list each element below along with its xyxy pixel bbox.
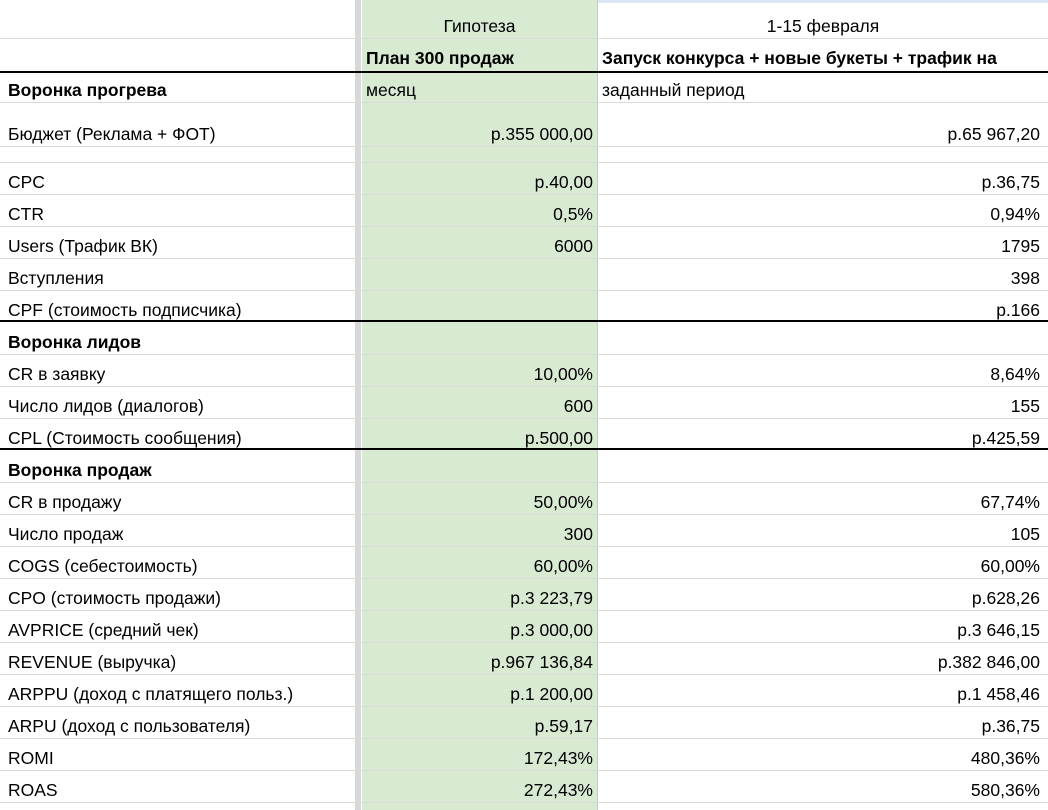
row-label-cell[interactable]: COGS (себестоимость) xyxy=(8,556,198,576)
period-value-cell[interactable]: р.628,26 xyxy=(971,588,1040,608)
row-divider xyxy=(0,642,1048,643)
row-divider xyxy=(0,448,1048,450)
period-value-cell[interactable]: 60,00% xyxy=(980,556,1040,576)
row-label-cell[interactable]: Число лидов (диалогов) xyxy=(8,396,204,416)
period-value-cell[interactable]: р.425,59 xyxy=(971,428,1040,448)
section-header-cell[interactable]: Воронка продаж xyxy=(8,460,152,480)
row-divider xyxy=(0,674,1048,675)
row-label-cell[interactable]: CTR xyxy=(8,204,44,224)
hypothesis-value-cell[interactable]: р.3 223,79 xyxy=(510,588,593,608)
row-divider xyxy=(0,482,1048,483)
section-header-cell[interactable]: Воронка прогрева xyxy=(8,80,167,100)
row-divider xyxy=(0,102,1048,103)
period-value-cell[interactable]: 480,36% xyxy=(970,748,1040,768)
row-divider xyxy=(0,320,1048,322)
row-divider xyxy=(0,610,1048,611)
hypothesis-value-cell[interactable]: р.967 136,84 xyxy=(490,652,593,672)
hypothesis-value-cell[interactable]: 50,00% xyxy=(533,492,593,512)
hypothesis-value-cell[interactable]: р.1 200,00 xyxy=(510,684,593,704)
row-label-cell[interactable]: Число продаж xyxy=(8,524,124,544)
row-label-cell[interactable]: ROMI xyxy=(8,748,54,768)
row-label-cell[interactable]: CPL (Стоимость сообщения) xyxy=(8,428,242,448)
period-value-cell[interactable]: 105 xyxy=(1010,524,1040,544)
period-value-cell[interactable]: р.1 458,46 xyxy=(957,684,1040,704)
row-divider xyxy=(0,226,1048,227)
row-divider xyxy=(0,578,1048,579)
row-divider xyxy=(0,770,1048,771)
hypothesis-value-cell[interactable]: 272,43% xyxy=(523,780,593,800)
row-label-cell[interactable]: CPC xyxy=(8,172,45,192)
period-value-cell[interactable]: р.166 xyxy=(996,300,1040,320)
row-label-cell[interactable]: CR в заявку xyxy=(8,364,106,384)
row-divider xyxy=(0,802,1048,803)
hypothesis-value-cell[interactable]: 600 xyxy=(563,396,593,416)
col-c-title[interactable]: 1-15 февраля xyxy=(766,16,880,36)
col-b-subtitle2[interactable]: месяц xyxy=(366,80,417,100)
selection-indicator xyxy=(598,0,1048,3)
hypothesis-value-cell[interactable]: р.59,17 xyxy=(534,716,593,736)
row-label-cell[interactable]: ROAS xyxy=(8,780,58,800)
row-divider xyxy=(0,290,1048,291)
section-divider xyxy=(0,71,1048,73)
hypothesis-value-cell[interactable]: 10,00% xyxy=(533,364,593,384)
row-label-cell[interactable]: REVENUE (выручка) xyxy=(8,652,177,672)
hypothesis-value-cell[interactable]: р.355 000,00 xyxy=(490,124,593,144)
row-divider xyxy=(0,706,1048,707)
row-label-cell[interactable]: Бюджет (Реклама + ФОТ) xyxy=(8,124,216,144)
hypothesis-value-cell[interactable]: 300 xyxy=(563,524,593,544)
row-label-cell[interactable]: CPF (стоимость подписчика) xyxy=(8,300,242,320)
hypothesis-value-cell[interactable]: 0,5% xyxy=(553,204,593,224)
col-c-subtitle2[interactable]: заданный период xyxy=(602,80,745,100)
frozen-column-divider[interactable] xyxy=(355,0,361,810)
period-value-cell[interactable]: 398 xyxy=(1010,268,1040,288)
row-label-cell[interactable]: ARPPU (доход с платящего польз.) xyxy=(8,684,294,704)
period-value-cell[interactable]: 0,94% xyxy=(990,204,1040,224)
row-divider xyxy=(0,146,1048,147)
hypothesis-value-cell[interactable]: р.500,00 xyxy=(524,428,593,448)
hypothesis-value-cell[interactable]: 60,00% xyxy=(533,556,593,576)
row-divider xyxy=(0,194,1048,195)
row-label-cell[interactable]: CR в продажу xyxy=(8,492,122,512)
period-value-cell[interactable]: 8,64% xyxy=(990,364,1040,384)
hypothesis-value-cell[interactable]: р.3 000,00 xyxy=(510,620,593,640)
row-label-cell[interactable]: Users (Трафик ВК) xyxy=(8,236,158,256)
row-label-cell[interactable]: Вступления xyxy=(8,268,104,288)
row-divider xyxy=(0,738,1048,739)
period-value-cell[interactable]: 1795 xyxy=(1001,236,1040,256)
period-value-cell[interactable]: 580,36% xyxy=(970,780,1040,800)
period-value-cell[interactable]: р.65 967,20 xyxy=(947,124,1040,144)
hypothesis-value-cell[interactable]: 172,43% xyxy=(523,748,593,768)
row-divider xyxy=(0,546,1048,547)
hypothesis-value-cell[interactable]: 6000 xyxy=(554,236,593,256)
col-b-title[interactable]: Гипотеза xyxy=(443,16,516,36)
hypothesis-value-cell[interactable]: р.40,00 xyxy=(534,172,593,192)
period-value-cell[interactable]: 67,74% xyxy=(980,492,1040,512)
row-label-cell[interactable]: AVPRICE (средний чек) xyxy=(8,620,199,640)
row-label-cell[interactable]: CPO (стоимость продажи) xyxy=(8,588,222,608)
period-value-cell[interactable]: р.36,75 xyxy=(981,716,1040,736)
row-divider xyxy=(0,354,1048,355)
row-divider xyxy=(0,258,1048,259)
section-header-cell[interactable]: Воронка лидов xyxy=(8,332,142,352)
period-value-cell[interactable]: р.3 646,15 xyxy=(957,620,1040,640)
row-divider xyxy=(0,514,1048,515)
period-value-cell[interactable]: р.382 846,00 xyxy=(937,652,1040,672)
row-divider xyxy=(0,418,1048,419)
period-value-cell[interactable]: 155 xyxy=(1010,396,1040,416)
col-b-subtitle[interactable]: План 300 продаж xyxy=(366,48,514,68)
row-divider xyxy=(0,38,1048,39)
row-divider xyxy=(0,386,1048,387)
col-c-subtitle[interactable]: Запуск конкурса + новые букеты + трафик на xyxy=(602,48,997,68)
period-value-cell[interactable]: р.36,75 xyxy=(981,172,1040,192)
row-divider xyxy=(0,162,1048,163)
row-label-cell[interactable]: ARPU (доход с пользователя) xyxy=(8,716,251,736)
